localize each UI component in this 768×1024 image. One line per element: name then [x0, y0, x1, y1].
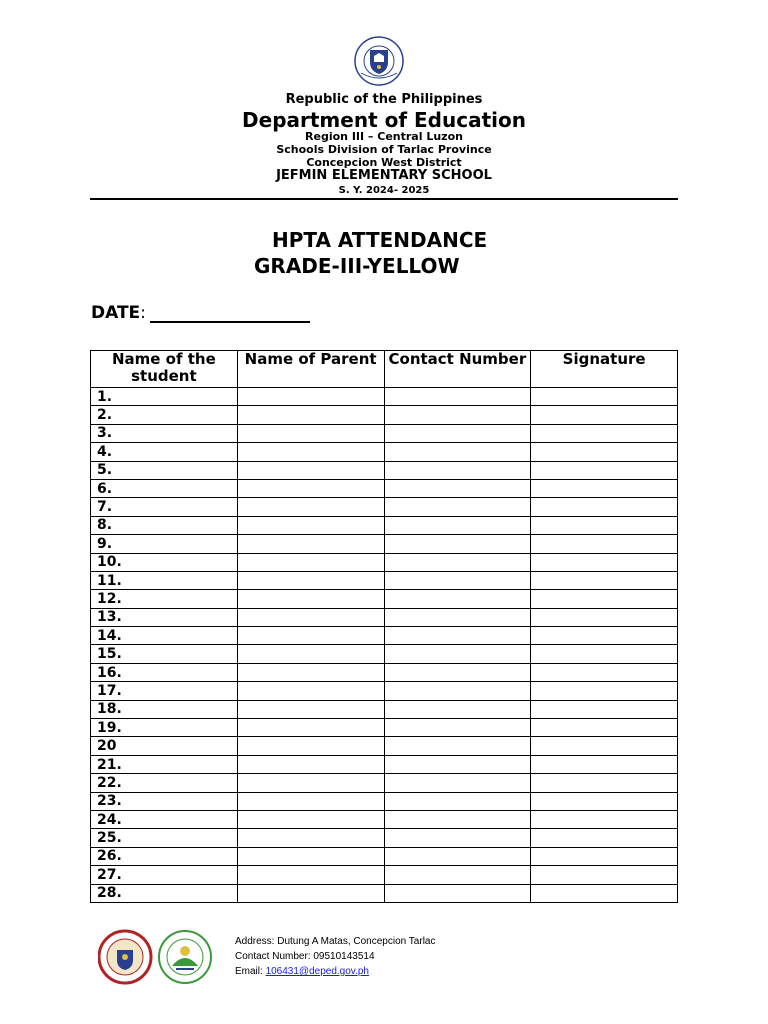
department-title: Department of Education	[242, 108, 526, 132]
row-number-cell: 4.	[91, 443, 238, 461]
parent-name-cell[interactable]	[237, 810, 384, 828]
row-number-cell: 5.	[91, 461, 238, 479]
row-number-cell: 1.	[91, 388, 238, 406]
footer-contact: Contact Number: 09510143514	[235, 951, 375, 962]
row-number-cell: 10.	[91, 553, 238, 571]
parent-name-cell[interactable]	[237, 461, 384, 479]
division-line: Schools Division of Tarlac Province	[276, 143, 492, 156]
row-number-cell: 7.	[91, 498, 238, 516]
signature-cell[interactable]	[531, 424, 678, 442]
parent-name-cell[interactable]	[237, 571, 384, 589]
table-row	[91, 590, 678, 608]
contact-number-cell[interactable]	[384, 829, 531, 847]
contact-number-cell[interactable]	[384, 498, 531, 516]
signature-cell[interactable]	[531, 461, 678, 479]
table-row	[91, 443, 678, 461]
contact-number-cell[interactable]	[384, 682, 531, 700]
parent-name-cell[interactable]	[237, 498, 384, 516]
contact-number-cell[interactable]	[384, 608, 531, 626]
contact-number-cell[interactable]	[384, 516, 531, 534]
parent-name-cell[interactable]	[237, 627, 384, 645]
table-header-row	[91, 351, 678, 388]
attendance-table	[90, 350, 678, 903]
table-row	[91, 406, 678, 424]
signature-cell[interactable]	[531, 829, 678, 847]
row-number-cell: 20	[91, 737, 238, 755]
signature-cell[interactable]	[531, 884, 678, 902]
parent-name-cell[interactable]	[237, 645, 384, 663]
form-subtitle: GRADE-III-YELLOW	[254, 254, 460, 278]
contact-number-cell[interactable]	[384, 774, 531, 792]
contact-number-cell[interactable]	[384, 571, 531, 589]
table-row	[91, 737, 678, 755]
contact-number-cell[interactable]	[384, 406, 531, 424]
signature-cell[interactable]	[531, 627, 678, 645]
date-label: DATE	[91, 303, 141, 323]
table-row	[91, 553, 678, 571]
row-number-cell: 21.	[91, 755, 238, 773]
row-number-cell: 16.	[91, 663, 238, 681]
row-number-cell: 6.	[91, 479, 238, 497]
table-row	[91, 700, 678, 718]
row-number-cell: 15.	[91, 645, 238, 663]
parent-name-cell[interactable]	[237, 682, 384, 700]
parent-name-cell[interactable]	[237, 535, 384, 553]
signature-cell[interactable]	[531, 516, 678, 534]
signature-cell[interactable]	[531, 645, 678, 663]
table-row	[91, 774, 678, 792]
table-row	[91, 608, 678, 626]
table-row	[91, 535, 678, 553]
attendance-rows	[91, 388, 678, 903]
republic-line: Republic of the Philippines	[285, 92, 483, 107]
signature-cell[interactable]	[531, 700, 678, 718]
parent-name-cell[interactable]	[237, 443, 384, 461]
contact-number-cell[interactable]	[384, 645, 531, 663]
header-divider	[90, 198, 678, 200]
table-row	[91, 719, 678, 737]
signature-cell[interactable]	[531, 682, 678, 700]
signature-cell[interactable]	[531, 590, 678, 608]
header-signature: Signature	[531, 351, 678, 388]
contact-number-cell[interactable]	[384, 663, 531, 681]
date-blank-line[interactable]	[150, 303, 310, 323]
signature-cell[interactable]	[531, 755, 678, 773]
row-number-cell: 18.	[91, 700, 238, 718]
row-number-cell: 12.	[91, 590, 238, 608]
parent-name-cell[interactable]	[237, 774, 384, 792]
contact-number-cell[interactable]	[384, 810, 531, 828]
row-number-cell: 13.	[91, 608, 238, 626]
date-field[interactable]	[91, 303, 310, 323]
table-row	[91, 884, 678, 902]
contact-number-cell[interactable]	[384, 792, 531, 810]
deped-seal-logo	[341, 36, 417, 86]
parent-name-cell[interactable]	[237, 792, 384, 810]
region-line: Region III – Central Luzon	[305, 130, 463, 143]
table-row	[91, 663, 678, 681]
parent-name-cell[interactable]	[237, 663, 384, 681]
footer-email-line	[235, 966, 369, 977]
footer-address: Address: Dutung A Matas, Concepcion Tarlac	[235, 936, 436, 947]
signature-cell[interactable]	[531, 388, 678, 406]
row-number-cell: 26.	[91, 847, 238, 865]
parent-name-cell[interactable]	[237, 719, 384, 737]
table-row	[91, 571, 678, 589]
row-number-cell: 24.	[91, 810, 238, 828]
row-number-cell: 14.	[91, 627, 238, 645]
parent-name-cell[interactable]	[237, 700, 384, 718]
footer-email-label: Email:	[235, 966, 266, 977]
signature-cell[interactable]	[531, 737, 678, 755]
table-row	[91, 461, 678, 479]
parent-name-cell[interactable]	[237, 553, 384, 571]
signature-cell[interactable]	[531, 443, 678, 461]
signature-cell[interactable]	[531, 792, 678, 810]
signature-cell[interactable]	[531, 498, 678, 516]
district-line: Concepcion West District	[306, 156, 462, 169]
parent-name-cell[interactable]	[237, 847, 384, 865]
table-row	[91, 792, 678, 810]
row-number-cell: 25.	[91, 829, 238, 847]
signature-cell[interactable]	[531, 479, 678, 497]
row-number-cell: 8.	[91, 516, 238, 534]
row-number-cell: 2.	[91, 406, 238, 424]
signature-cell[interactable]	[531, 719, 678, 737]
signature-cell[interactable]	[531, 663, 678, 681]
table-row	[91, 682, 678, 700]
parent-name-cell[interactable]	[237, 755, 384, 773]
signature-cell[interactable]	[531, 608, 678, 626]
table-row	[91, 810, 678, 828]
parent-name-cell[interactable]	[237, 590, 384, 608]
form-title: HPTA ATTENDANCE	[272, 228, 488, 252]
table-row	[91, 866, 678, 884]
parent-name-cell[interactable]	[237, 866, 384, 884]
row-number-cell: 11.	[91, 571, 238, 589]
contact-number-cell[interactable]	[384, 424, 531, 442]
parent-name-cell[interactable]	[237, 516, 384, 534]
table-row	[91, 516, 678, 534]
date-colon: :	[140, 303, 146, 323]
table-row	[91, 388, 678, 406]
contact-number-cell[interactable]	[384, 700, 531, 718]
parent-name-cell[interactable]	[237, 608, 384, 626]
header-parent-name: Name of Parent	[237, 351, 384, 388]
school-name: JEFMIN ELEMENTARY SCHOOL	[276, 168, 492, 183]
contact-number-cell[interactable]	[384, 737, 531, 755]
header-contact-number: Contact Number	[384, 351, 531, 388]
parent-name-cell[interactable]	[237, 737, 384, 755]
contact-number-cell[interactable]	[384, 553, 531, 571]
contact-number-cell[interactable]	[384, 866, 531, 884]
parent-name-cell[interactable]	[237, 479, 384, 497]
table-row	[91, 479, 678, 497]
signature-cell[interactable]	[531, 774, 678, 792]
signature-cell[interactable]	[531, 810, 678, 828]
contact-number-cell[interactable]	[384, 461, 531, 479]
contact-number-cell[interactable]	[384, 479, 531, 497]
row-number-cell: 22.	[91, 774, 238, 792]
contact-number-cell[interactable]	[384, 388, 531, 406]
row-number-cell: 19.	[91, 719, 238, 737]
table-row	[91, 424, 678, 442]
signature-cell[interactable]	[531, 406, 678, 424]
parent-name-cell[interactable]	[237, 884, 384, 902]
contact-number-cell[interactable]	[384, 627, 531, 645]
parent-name-cell[interactable]	[237, 388, 384, 406]
table-row	[91, 645, 678, 663]
parent-name-cell[interactable]	[237, 406, 384, 424]
row-number-cell: 17.	[91, 682, 238, 700]
school-year: S. Y. 2024- 2025	[338, 185, 430, 196]
school-logos	[98, 928, 214, 986]
row-number-cell: 27.	[91, 866, 238, 884]
parent-name-cell[interactable]	[237, 829, 384, 847]
contact-number-cell[interactable]	[384, 590, 531, 608]
contact-number-cell[interactable]	[384, 884, 531, 902]
signature-cell[interactable]	[531, 553, 678, 571]
row-number-cell: 9.	[91, 535, 238, 553]
signature-cell[interactable]	[531, 535, 678, 553]
row-number-cell: 3.	[91, 424, 238, 442]
signature-cell[interactable]	[531, 866, 678, 884]
contact-number-cell[interactable]	[384, 443, 531, 461]
contact-number-cell[interactable]	[384, 535, 531, 553]
row-number-cell: 23.	[91, 792, 238, 810]
table-row	[91, 627, 678, 645]
table-row	[91, 498, 678, 516]
footer-email-link[interactable]: 106431@deped.gov.ph	[265, 966, 369, 977]
parent-name-cell[interactable]	[237, 424, 384, 442]
contact-number-cell[interactable]	[384, 847, 531, 865]
table-row	[91, 847, 678, 865]
signature-cell[interactable]	[531, 571, 678, 589]
row-number-cell: 28.	[91, 884, 238, 902]
contact-number-cell[interactable]	[384, 719, 531, 737]
header-student-name: Name of the student	[91, 351, 238, 388]
contact-number-cell[interactable]	[384, 755, 531, 773]
table-row	[91, 755, 678, 773]
signature-cell[interactable]	[531, 847, 678, 865]
table-row	[91, 829, 678, 847]
